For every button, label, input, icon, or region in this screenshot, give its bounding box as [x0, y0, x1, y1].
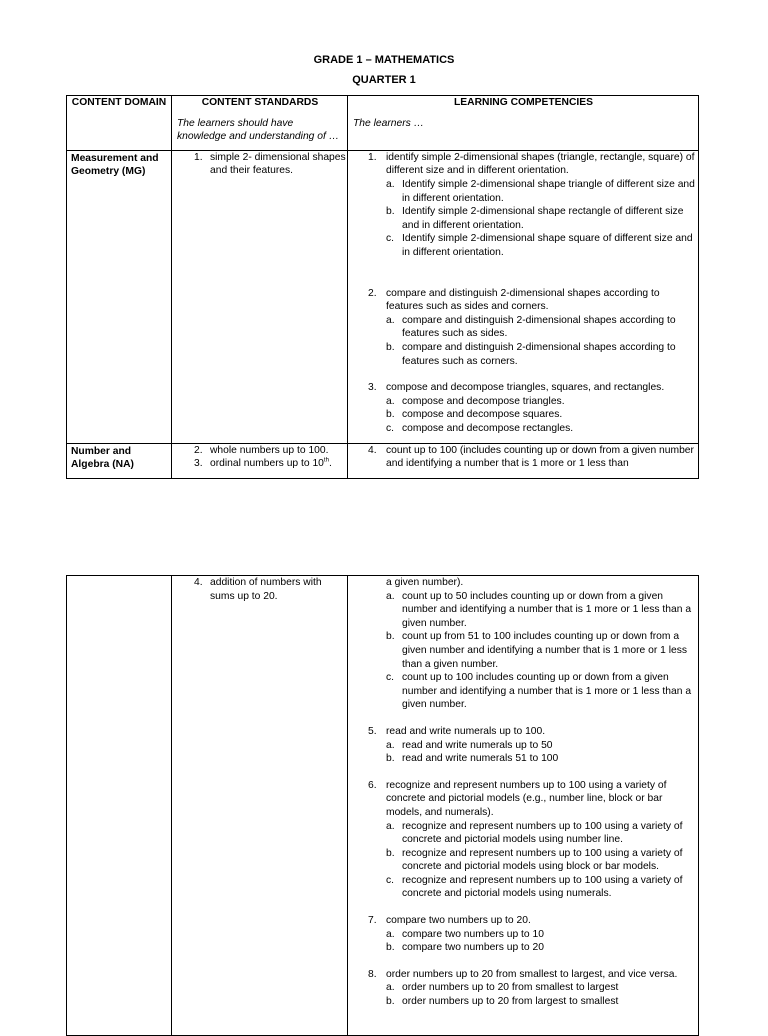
table-header-row [67, 96, 699, 151]
list-item: 2. compare and distinguish 2-dimensional shapes according to features such as sides and corners. [368, 287, 660, 313]
table-row-measurement-geometry [67, 150, 699, 443]
list-item: a. compare and distinguish 2-dimensional shapes according to features such as sides. [386, 314, 676, 340]
list-item: b. count up from 51 to 100 includes counting up or down from a given number and identifying a number that is 1 more or 1 less than a given number. [386, 631, 688, 670]
competencies-cell [348, 150, 699, 443]
list-item: b. read and write numerals 51 to 100 [386, 753, 559, 765]
list-item: b. compare and distinguish 2-dimensional shapes according to features such as corners. [386, 341, 676, 367]
list-item: a. recognize and represent numbers up to 100 using a variety of concrete and pictorial models using number line. [386, 820, 683, 846]
document-title: GRADE 1 – MATHEMATICS [313, 54, 455, 66]
list-item: c. Identify simple 2-dimensional shape square of different size and in different orientation. [386, 233, 693, 258]
table-row-number-algebra [67, 443, 699, 478]
list-item: a given number). [386, 577, 464, 588]
list-item: b. compare two numbers up to 20 [386, 942, 544, 954]
standards-cell [172, 150, 348, 443]
curriculum-table-page-1 [66, 95, 699, 479]
list-item: 7. compare two numbers up to 20. [368, 915, 531, 927]
header-content-standards-label: CONTENT STANDARDS [201, 97, 319, 108]
header-learning-competencies [348, 96, 699, 151]
standards-cell [172, 443, 348, 478]
list-item: 8. order numbers up to 20 from smallest to largest, and vice versa. [368, 968, 678, 980]
competencies-cell [348, 576, 699, 1036]
list-item: b. Identify simple 2-dimensional shape rectangle of different size and in different orientation. [386, 206, 684, 231]
list-item: b. order numbers up to 20 from largest to smallest [386, 996, 619, 1008]
list-item: c. recognize and represent numbers up to 100 using a variety of concrete and pictorial models using numerals. [386, 874, 683, 900]
header-content-standards [172, 96, 348, 151]
list-item: 4. count up to 100 (includes counting up or down from a given number and identifying a number that is 1 more or 1 less than [368, 444, 694, 470]
list-item: 3. ordinal numbers up to 10th. [194, 457, 332, 470]
list-item: a. Identify simple 2-dimensional shape triangle of different size and in different orientation. [386, 178, 695, 204]
list-item: 1. identify simple 2-dimensional shapes (triangle, rectangle, square) of different size and in different orientation. [368, 151, 695, 177]
domain-measurement-geometry: Measurement and Geometry (MG) [67, 150, 172, 443]
domain-cell-empty [67, 576, 172, 1036]
competencies-cell [348, 443, 699, 478]
list-item: a. read and write numerals up to 50 [386, 739, 553, 751]
quarter-heading: QUARTER 1 [352, 74, 416, 86]
header-learning-competencies-label: LEARNING COMPETENCIES [453, 97, 594, 108]
list-item: 1. simple 2- dimensional shapes and their features. [194, 151, 346, 177]
header-content-domain: CONTENT DOMAIN [67, 96, 172, 151]
list-item: a. order numbers up to 20 from smallest to largest [386, 982, 619, 994]
list-item: a. compare two numbers up to 10 [386, 928, 544, 940]
list-item: 2. whole numbers up to 100. [194, 444, 329, 456]
list-item: 3. compose and decompose triangles, squares, and rectangles. [368, 382, 665, 394]
list-item: 5. read and write numerals up to 100. [368, 725, 546, 737]
table-row-number-algebra-continued [67, 576, 699, 1036]
list-item: 4. addition of numbers with sums up to 20. [194, 577, 322, 602]
list-item: a. compose and decompose triangles. [386, 395, 565, 407]
list-item: b. compose and decompose squares. [386, 409, 563, 421]
list-item: c. count up to 100 includes counting up or down from a given number and identifying a number that is 1 more or 1 less than a given number. [386, 672, 692, 711]
domain-number-algebra: Number and Algebra (NA) [67, 443, 172, 478]
list-item: c. compose and decompose rectangles. [386, 422, 574, 434]
list-item: 6. recognize and represent numbers up to 100 using a variety of concrete and pictorial models (e.g., number line, block or bar models, and numerals). [368, 779, 667, 818]
curriculum-table-page-2 [66, 575, 699, 1036]
competencies-lead-text: The learners … [353, 117, 424, 129]
list-item: a. count up to 50 includes counting up or down from a given number and identifying a number that is 1 more or 1 less than a given number. [386, 590, 692, 629]
standards-cell [172, 576, 348, 1036]
list-item: b. recognize and represent numbers up to 100 using a variety of concrete and pictorial models using block or bar models. [386, 847, 683, 873]
standards-lead-text: The learners should have knowledge and understanding of … [177, 117, 340, 143]
